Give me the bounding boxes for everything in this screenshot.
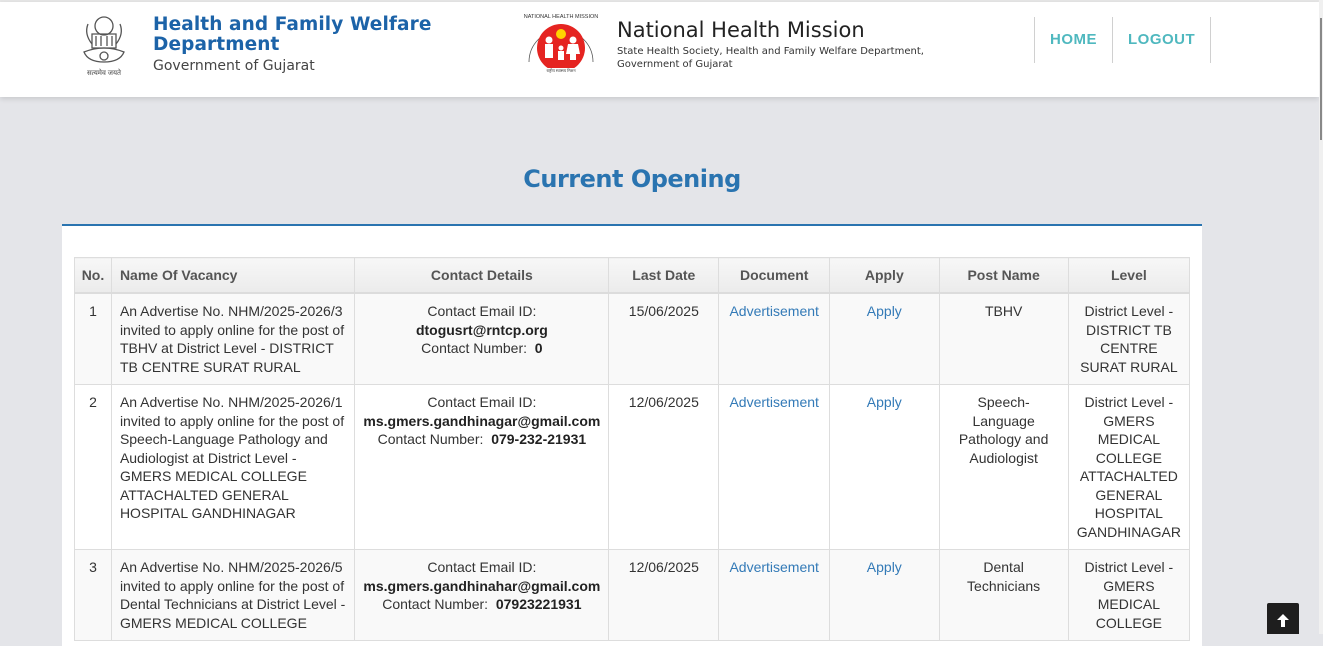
scrollbar-thumb[interactable]	[1320, 18, 1322, 140]
page-scrollbar[interactable]	[1319, 0, 1323, 634]
email-label: Contact Email ID:	[427, 394, 537, 410]
scroll-to-top-button[interactable]	[1267, 603, 1299, 634]
apply-link[interactable]: Apply	[866, 303, 902, 319]
document-cell	[719, 293, 830, 385]
contact-details	[355, 550, 609, 641]
last-date: 12/06/2025	[609, 550, 719, 641]
level: District Level - DISTRICT TB CENTRE SURAT RURAL	[1068, 293, 1189, 385]
nhm-title: National Health Mission	[617, 18, 865, 42]
arrow-up-icon	[1277, 614, 1289, 627]
level: District Level - GMERS MEDICAL COLLEGE ATTACHALTED GENERAL HOSPITAL GANDHINAGAR	[1068, 385, 1189, 550]
email-label: Contact Email ID:	[427, 559, 537, 575]
number-label: Contact Number:	[421, 340, 527, 356]
department-branding	[153, 15, 431, 77]
openings-panel	[62, 224, 1202, 646]
svg-text:NATIONAL HEALTH MISSION: NATIONAL HEALTH MISSION	[523, 14, 599, 20]
advertisement-link[interactable]: Advertisement	[729, 559, 819, 575]
document-cell	[719, 550, 830, 641]
nhm-subtitle: State Health Society, Health and Family Welfare Department, Government of Gujarat	[617, 46, 924, 70]
main-nav	[1034, 17, 1211, 63]
national-emblem-icon	[74, 12, 134, 78]
column-header-apply: Apply	[830, 258, 939, 294]
column-header-level: Level	[1068, 258, 1189, 294]
apply-link[interactable]: Apply	[866, 559, 902, 575]
apply-cell	[830, 385, 939, 550]
column-header-last-date: Last Date	[609, 258, 719, 294]
number-label: Contact Number:	[382, 596, 489, 612]
advertisement-link[interactable]: Advertisement	[729, 394, 819, 410]
table-row	[75, 550, 1190, 641]
contact-number: 079-232-21931	[491, 431, 587, 447]
vacancy-description: An Advertise No. NHM/2025-2026/1 invited to apply online for the post of Speech-Language Pathology and Audiologist at District Level - GMERS MEDICAL COLLEGE ATTACHALTED GENERAL HOSPITAL GANDHINAGAR	[111, 385, 354, 550]
svg-text:राष्ट्रीय स्वास्थ्य मिशन: राष्ट्रीय स्वास्थ्य मिशन	[546, 68, 576, 73]
contact-number: 07923221931	[495, 596, 582, 612]
level: District Level - GMERS MEDICAL COLLEGE	[1068, 550, 1189, 641]
department-title: Health and Family Welfare Department	[153, 14, 432, 55]
column-header-document: Document	[719, 258, 830, 294]
vacancy-description: An Advertise No. NHM/2025-2026/3 invited to apply online for the post of TBHV at District Level - DISTRICT TB CENTRE SURAT RURAL	[111, 293, 354, 385]
table-row	[75, 293, 1190, 385]
row-number: 1	[75, 293, 112, 385]
column-header-contact: Contact Details	[355, 258, 609, 294]
nhm-logo-icon	[515, 10, 607, 76]
site-header	[0, 2, 1319, 97]
contact-details	[355, 385, 609, 550]
openings-table	[74, 257, 1190, 641]
last-date: 15/06/2025	[609, 293, 719, 385]
apply-cell	[830, 550, 939, 641]
nav-home-link[interactable]: HOME	[1035, 17, 1113, 63]
apply-link[interactable]: Apply	[866, 394, 902, 410]
vacancy-description: An Advertise No. NHM/2025-2026/5 invited to apply online for the post of Dental Technicians at District Level - GMERS MEDICAL COLLEGE	[111, 550, 354, 641]
apply-cell	[830, 293, 939, 385]
email-label: Contact Email ID:	[427, 303, 537, 319]
page-title: Current Opening	[523, 165, 741, 193]
contact-email: dtogusrt@rntcp.org	[415, 321, 548, 338]
column-header-post-name: Post Name	[939, 258, 1068, 294]
contact-number: 0	[534, 340, 543, 356]
table-row	[75, 385, 1190, 550]
nav-logout-link[interactable]: LOGOUT	[1113, 17, 1211, 63]
last-date: 12/06/2025	[609, 385, 719, 550]
column-header-vacancy: Name Of Vacancy	[111, 258, 354, 294]
post-name: Dental Technicians	[939, 550, 1068, 641]
table-header-row	[75, 258, 1190, 294]
document-cell	[719, 385, 830, 550]
number-label: Contact Number:	[377, 431, 484, 447]
post-name: Speech-Language Pathology and Audiologist	[939, 385, 1068, 550]
row-number: 3	[75, 550, 112, 641]
svg-text:सत्यमेव जयते: सत्यमेव जयते	[86, 70, 122, 77]
contact-details	[355, 293, 609, 385]
contact-email: ms.gmers.gandhinahar@gmail.com	[363, 577, 601, 594]
department-subtitle: Government of Gujarat	[153, 58, 315, 74]
post-name: TBHV	[939, 293, 1068, 385]
contact-email: ms.gmers.gandhinagar@gmail.com	[363, 412, 601, 429]
row-number: 2	[75, 385, 112, 550]
column-header-no: No.	[75, 258, 112, 294]
advertisement-link[interactable]: Advertisement	[729, 303, 819, 319]
nhm-branding	[617, 17, 924, 71]
